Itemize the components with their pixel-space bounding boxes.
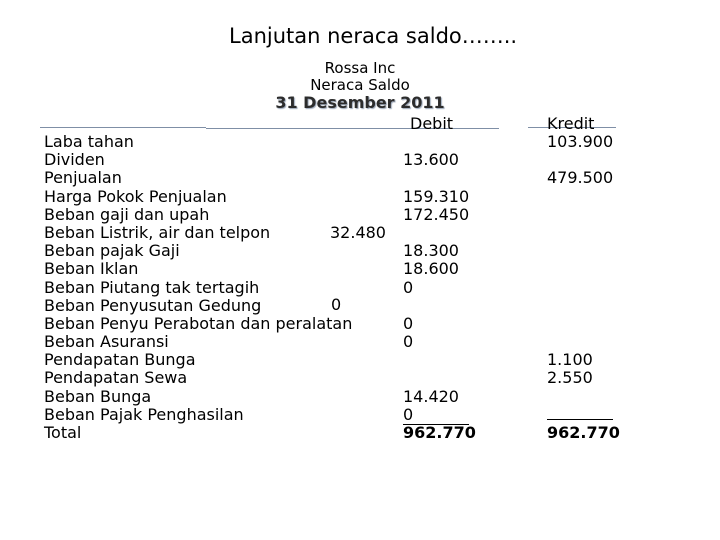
kredit-value <box>547 388 620 406</box>
kredit-value <box>547 188 620 206</box>
debit-value: 0 <box>403 313 414 333</box>
debit-total: 962.770 <box>403 423 476 442</box>
debit-value-underlined <box>403 406 476 424</box>
account-name: Total <box>44 423 82 442</box>
debit-value <box>403 297 476 315</box>
account-name: Beban Penyusutan Gedung <box>44 295 262 315</box>
kredit-value <box>547 260 620 278</box>
account-name: Pendapatan Sewa <box>44 368 188 388</box>
account-name: Pendapatan Bunga <box>44 350 196 370</box>
account-name: Beban gaji dan upah <box>44 204 210 224</box>
account-column <box>44 133 352 442</box>
report-date: 31 Desember 2011 <box>275 93 445 112</box>
debit-value <box>403 351 476 369</box>
mid-value: 32.480 <box>330 223 386 242</box>
debit-value: 14.420 <box>403 386 459 406</box>
kredit-value <box>547 315 620 333</box>
kredit-value: 103.900 <box>547 132 614 151</box>
debit-value: 18.300 <box>403 241 459 261</box>
debit-value <box>403 224 476 242</box>
debit-value <box>403 133 476 151</box>
kredit-value <box>547 224 620 242</box>
kredit-value <box>547 279 620 297</box>
account-name: Harga Pokok Penjualan <box>44 186 227 206</box>
account-name: Beban Piutang tak tertagih <box>44 277 260 297</box>
kredit-value <box>547 297 620 315</box>
report-name: Neraca Saldo <box>310 76 410 94</box>
kredit-value: 1.100 <box>547 350 593 370</box>
debit-value <box>403 169 476 187</box>
debit-value: 18.600 <box>403 259 459 279</box>
kredit-value <box>547 333 620 351</box>
account-name: Dividen <box>44 150 105 170</box>
account-name: Penjualan <box>44 168 122 188</box>
mid-value: 0 <box>331 295 342 314</box>
company-name: Rossa Inc <box>324 59 396 77</box>
kredit-value: 479.500 <box>547 168 614 188</box>
kredit-value <box>547 151 620 169</box>
kredit-column <box>547 133 620 442</box>
slide-title: Lanjutan neraca saldo…….. <box>229 24 518 48</box>
debit-header: Debit <box>410 114 454 133</box>
kredit-value <box>547 419 613 420</box>
debit-value: 13.600 <box>403 150 459 170</box>
debit-value: 0 <box>403 332 414 352</box>
account-name: Laba tahan <box>44 132 134 151</box>
kredit-header: Kredit <box>547 114 595 133</box>
debit-value: 159.310 <box>403 186 470 206</box>
debit-value: 172.450 <box>403 204 470 224</box>
kredit-value: 2.550 <box>547 368 593 388</box>
header-rule-mid <box>206 128 499 129</box>
debit-value <box>403 369 476 387</box>
debit-value: 0 <box>403 406 469 425</box>
kredit-total: 962.770 <box>547 423 620 442</box>
kredit-value <box>547 206 620 224</box>
account-name: Beban Bunga <box>44 386 152 406</box>
kredit-underline-row <box>547 406 620 424</box>
account-name: Beban Iklan <box>44 259 139 279</box>
debit-column <box>403 133 476 442</box>
account-name: Beban pajak Gaji <box>44 241 180 261</box>
kredit-value <box>547 242 620 260</box>
account-name: Beban Listrik, air dan telpon <box>44 222 271 242</box>
account-name: Beban Pajak Penghasilan <box>44 404 244 424</box>
account-name: Beban Penyu Perabotan dan peralatan <box>44 313 353 333</box>
header-rule-left <box>40 127 206 128</box>
debit-value: 0 <box>403 277 414 297</box>
account-name: Beban Asuransi <box>44 332 169 352</box>
